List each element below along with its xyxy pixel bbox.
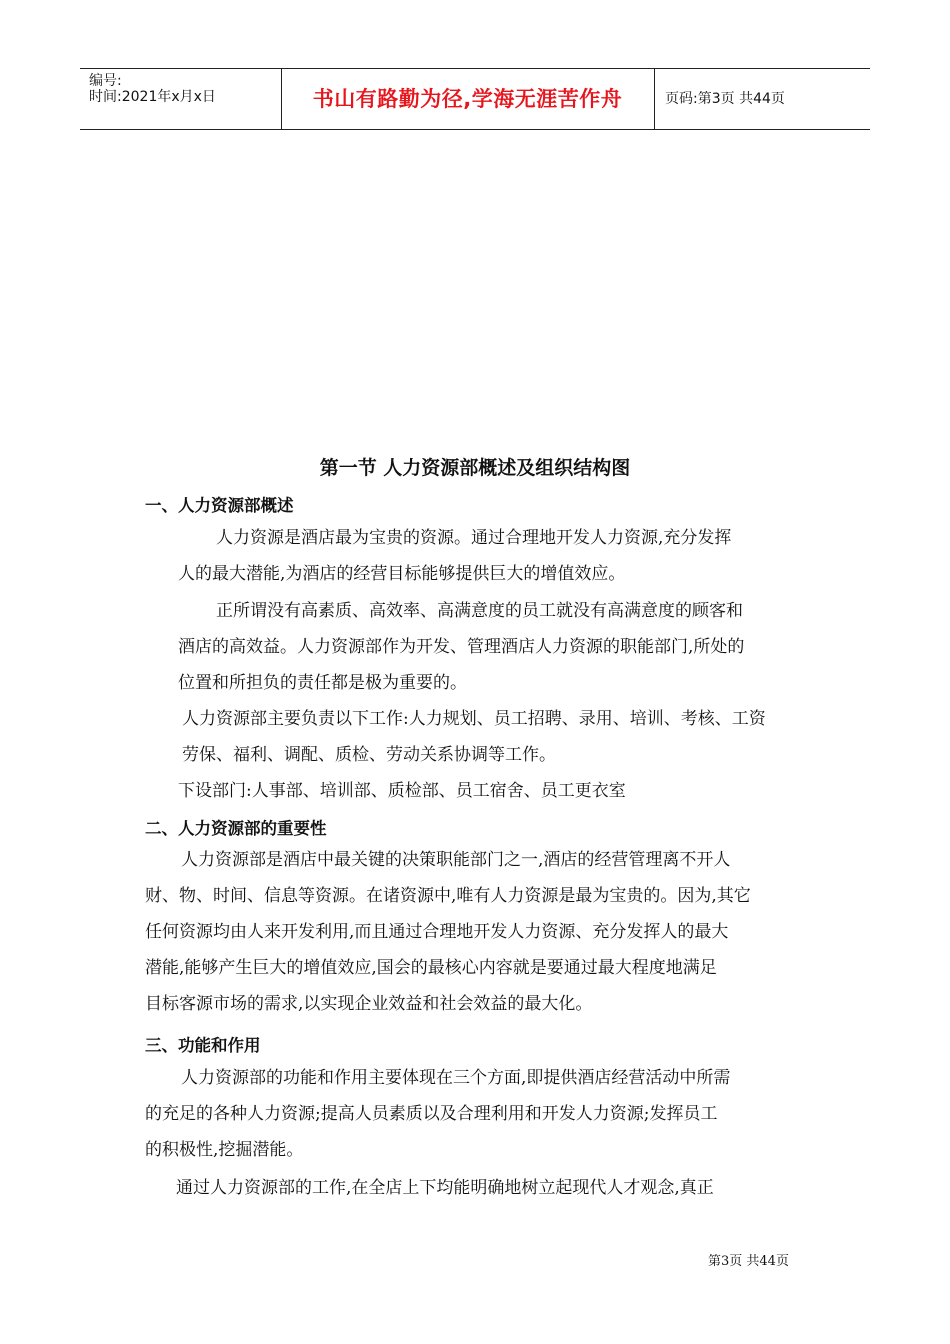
- paragraph-line: 任何资源均由人来开发利用,而且通过合理地开发人力资源、充分发挥人的最大: [145, 922, 729, 942]
- paragraph-line: 人的最大潜能,为酒店的经营目标能够提供巨大的增值效应。: [178, 564, 626, 584]
- header-page-info: 页码:第3页 共44页: [665, 91, 785, 107]
- paragraph-line: 人力资源部主要负责以下工作:人力规划、员工招聘、录用、培训、考核、工资: [182, 709, 766, 729]
- paragraph-line: 的充足的各种人力资源;提高人员素质以及合理利用和开发人力资源;发挥员工: [145, 1104, 718, 1124]
- page-footer: 第3页 共44页: [708, 1254, 789, 1269]
- paragraph-line: 酒店的高效益。人力资源部作为开发、管理酒店人力资源的职能部门,所处的: [178, 637, 745, 657]
- paragraph-line: 通过人力资源部的工作,在全店上下均能明确地树立起现代人才观念,真正: [176, 1178, 714, 1198]
- document-time-label: 时间:2021年x月x日: [89, 89, 216, 105]
- paragraph-line: 下设部门:人事部、培训部、质检部、员工宿舍、员工更衣室: [178, 781, 626, 801]
- header-motto: 书山有路勤为径,学海无涯苦作舟: [281, 69, 655, 129]
- paragraph-line: 正所谓没有高素质、高效率、高满意度的员工就没有高满意度的顾客和: [216, 601, 743, 621]
- paragraph-line: 人力资源是酒店最为宝贵的资源。通过合理地开发人力资源,充分发挥: [216, 528, 732, 548]
- paragraph-line: 位置和所担负的责任都是极为重要的。: [178, 673, 467, 693]
- paragraph-line: 财、物、时间、信息等资源。在诸资源中,唯有人力资源是最为宝贵的。因为,其它: [145, 886, 751, 906]
- section-heading-overview: 一、人力资源部概述: [145, 496, 294, 515]
- header-meta: [80, 69, 282, 129]
- paragraph-line: 人力资源部是酒店中最关键的决策职能部门之一,酒店的经营管理离不开人: [181, 850, 731, 870]
- section-heading-functions: 三、功能和作用: [145, 1036, 261, 1055]
- section-title: 第一节 人力资源部概述及组织结构图: [319, 457, 631, 479]
- document-number-label: 编号:: [89, 73, 122, 89]
- paragraph-line: 的积极性,挖掘潜能。: [145, 1140, 304, 1160]
- document-header: [80, 68, 870, 130]
- paragraph-line: 目标客源市场的需求,以实现企业效益和社会效益的最大化。: [145, 994, 593, 1014]
- paragraph-line: 劳保、福利、调配、质检、劳动关系协调等工作。: [182, 745, 556, 765]
- paragraph-line: 人力资源部的功能和作用主要体现在三个方面,即提供酒店经营活动中所需: [181, 1068, 731, 1088]
- paragraph-line: 潜能,能够产生巨大的增值效应,国会的最核心内容就是要通过最大程度地满足: [145, 958, 717, 978]
- section-heading-importance: 二、人力资源部的重要性: [145, 819, 327, 838]
